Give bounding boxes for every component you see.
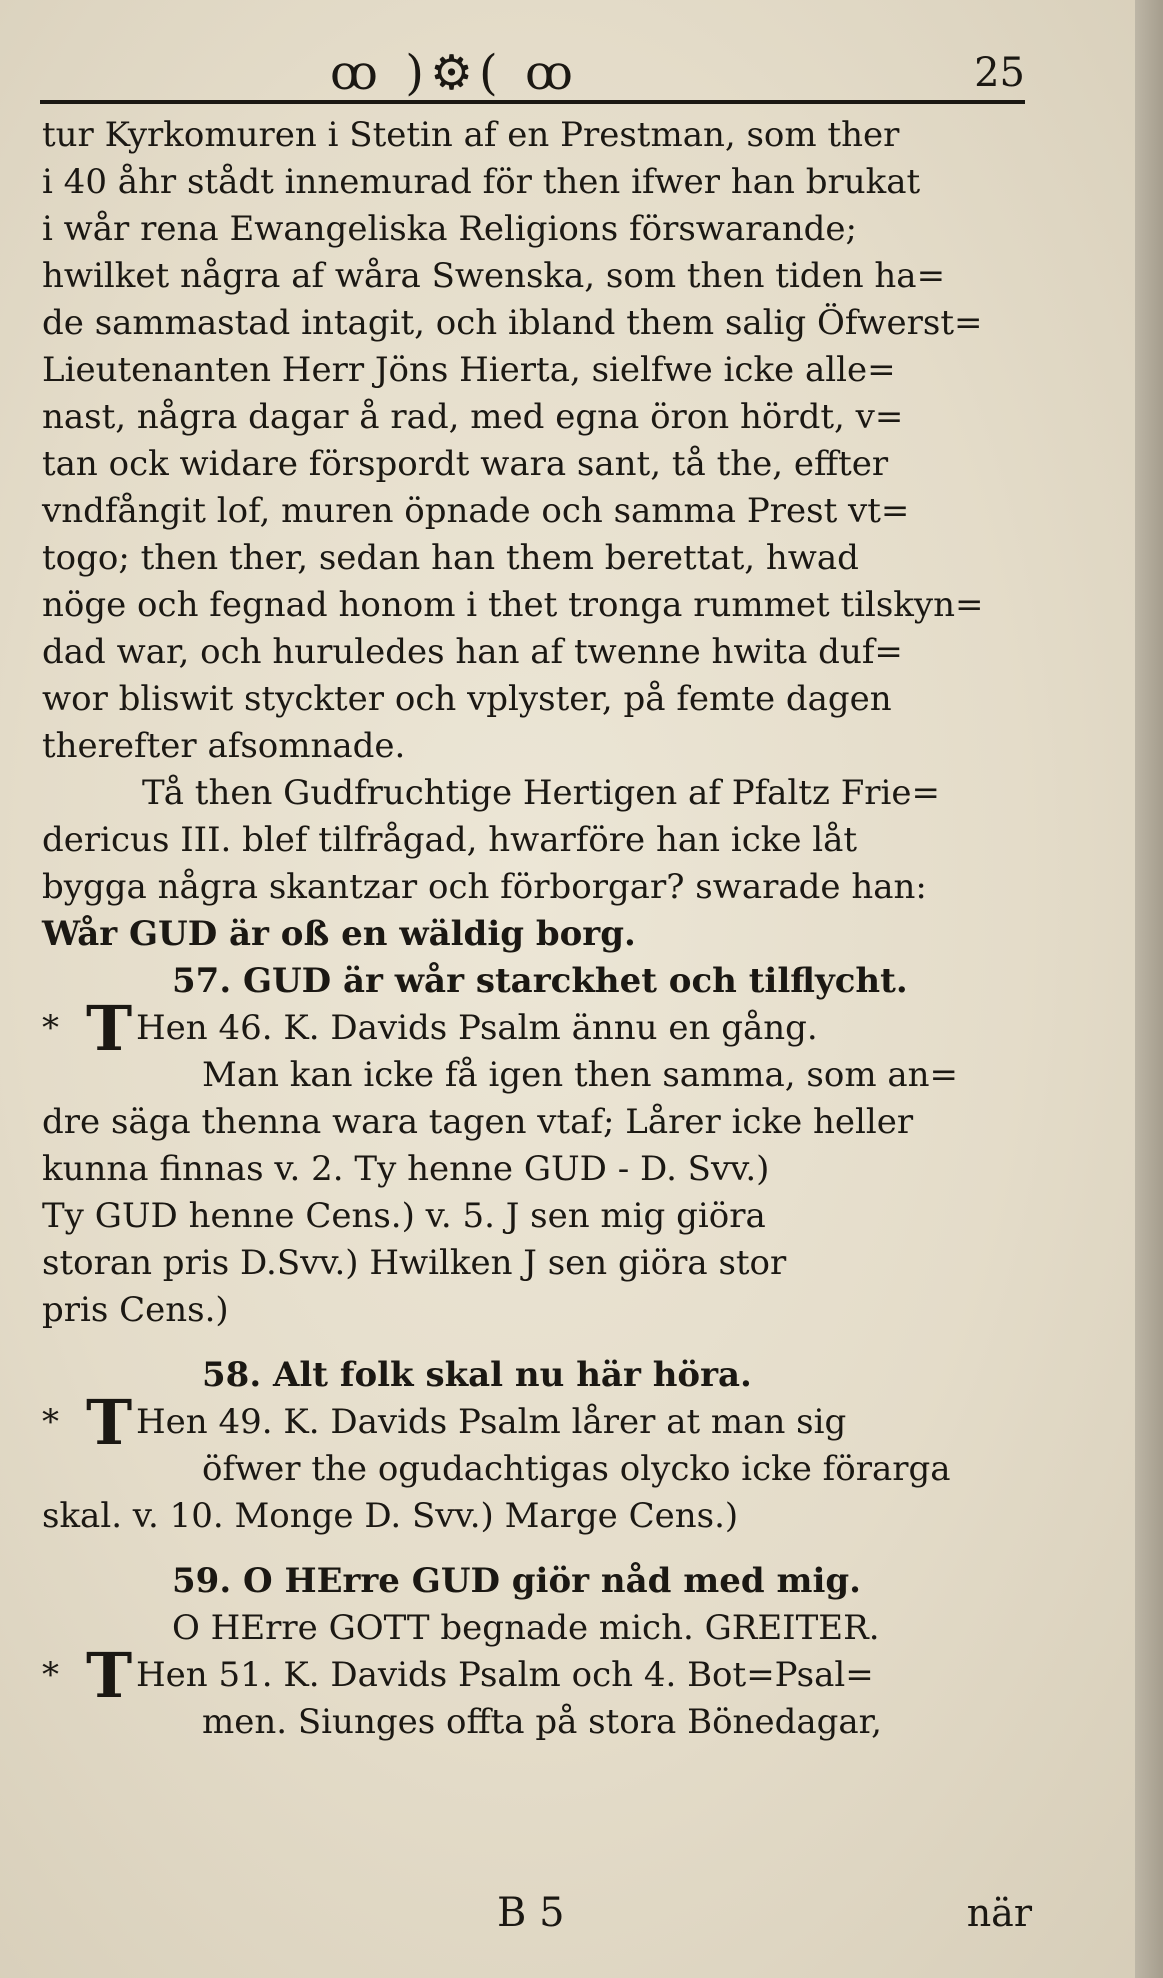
text-line: storan pris D.Svv.) Hwilken J sen giöra stor xyxy=(42,1243,787,1283)
page-header xyxy=(40,38,1025,108)
page-edge xyxy=(1135,0,1163,1978)
text-line: Hen 49. K. Davids Psalm lårer at man sig xyxy=(136,1402,847,1442)
catchword: när xyxy=(966,1891,1032,1935)
hymn-entry-line xyxy=(42,992,1032,1065)
text-line: Hen 46. K. Davids Psalm ännu en gång. xyxy=(136,1008,818,1048)
text-line: tan ock widare förspordt wara sant, tå the, effter xyxy=(42,444,889,484)
hymn-title: 59. O HErre GUD giör nåd med mig. xyxy=(172,1561,861,1601)
text-line: wor bliswit styckter och vplyster, på femte dagen xyxy=(42,679,892,719)
text-line: O HErre GOTT begnade mich. GREITER. xyxy=(172,1608,880,1648)
signature-mark: B 5 xyxy=(497,1890,565,1936)
text-line: togo; then ther, sedan han them berettat, hwad xyxy=(42,538,859,578)
text-line: men. Siunges offta på stora Bönedagar, xyxy=(202,1702,882,1742)
spacer xyxy=(42,1334,1032,1352)
asterisk-mark: * xyxy=(42,1008,59,1048)
page-number: 25 xyxy=(974,50,1025,96)
text-line: öfwer the ogudachtigas olycko icke förarga xyxy=(202,1449,951,1489)
text-line: dericus III. blef tilfrågad, hwarföre han icke låt xyxy=(42,820,858,860)
text-line: Lieutenanten Herr Jöns Hierta, sielfwe icke alle= xyxy=(42,350,896,390)
body-text xyxy=(42,112,1032,1746)
text-line: nast, några dagar å rad, med egna öron hördt, v= xyxy=(42,397,904,437)
text-line: dad war, och huruledes han af twenne hwita duf= xyxy=(42,632,903,672)
hymn-entry-line xyxy=(42,1386,1032,1459)
hymn-entry-line xyxy=(42,1639,1032,1712)
text-line: Wår GUD är oß en wäldig borg. xyxy=(42,914,636,954)
hymn-title: 57. GUD är wår starckhet och tilflycht. xyxy=(172,961,908,1001)
drop-cap: T xyxy=(86,1639,133,1712)
text-line: i 40 åhr stådt innemurad för then ifwer han brukat xyxy=(42,162,921,202)
text-line: Man kan icke få igen then samma, som an= xyxy=(202,1055,959,1095)
text-line: Ty GUD henne Cens.) v. 5. J sen mig giöra xyxy=(42,1196,766,1236)
text-line: vndfångit lof, muren öpnade och samma Prest vt= xyxy=(42,491,910,531)
text-line: tur Kyrkomuren i Stetin af en Prestman, som ther xyxy=(42,115,900,155)
text-line: hwilket några af wåra Swenska, som then tiden ha= xyxy=(42,256,946,296)
asterisk-mark: * xyxy=(42,1402,59,1442)
header-rule xyxy=(40,100,1025,104)
header-ornament: ꝏ )⚙( ꝏ xyxy=(330,45,579,101)
text-line: i wår rena Ewangeliska Religions förswarande; xyxy=(42,209,857,249)
text-line: Tå then Gudfruchtige Hertigen af Pfaltz Frie= xyxy=(142,773,941,813)
drop-cap: T xyxy=(86,992,133,1065)
text-line: therefter afsomnade. xyxy=(42,726,406,766)
text-line: nöge och fegnad honom i thet tronga rummet tilskyn= xyxy=(42,585,984,625)
text-line: pris Cens.) xyxy=(42,1290,229,1330)
asterisk-mark: * xyxy=(42,1655,59,1695)
text-line: skal. v. 10. Monge D. Svv.) Marge Cens.) xyxy=(42,1496,739,1536)
text-line: bygga några skantzar och förborgar? swarade han: xyxy=(42,867,927,907)
spacer xyxy=(42,1540,1032,1558)
text-line: dre säga thenna wara tagen vtaf; Lårer icke heller xyxy=(42,1102,914,1142)
text-line: kunna finnas v. 2. Ty henne GUD - D. Svv.) xyxy=(42,1149,770,1189)
text-line: de sammastad intagit, och ibland them salig Öfwerst= xyxy=(42,303,983,343)
text-line: Hen 51. K. Davids Psalm och 4. Bot=Psal= xyxy=(136,1655,874,1695)
drop-cap: T xyxy=(86,1386,133,1459)
page-footer xyxy=(42,1883,1032,1943)
hymn-title: 58. Alt folk skal nu här höra. xyxy=(202,1355,752,1395)
